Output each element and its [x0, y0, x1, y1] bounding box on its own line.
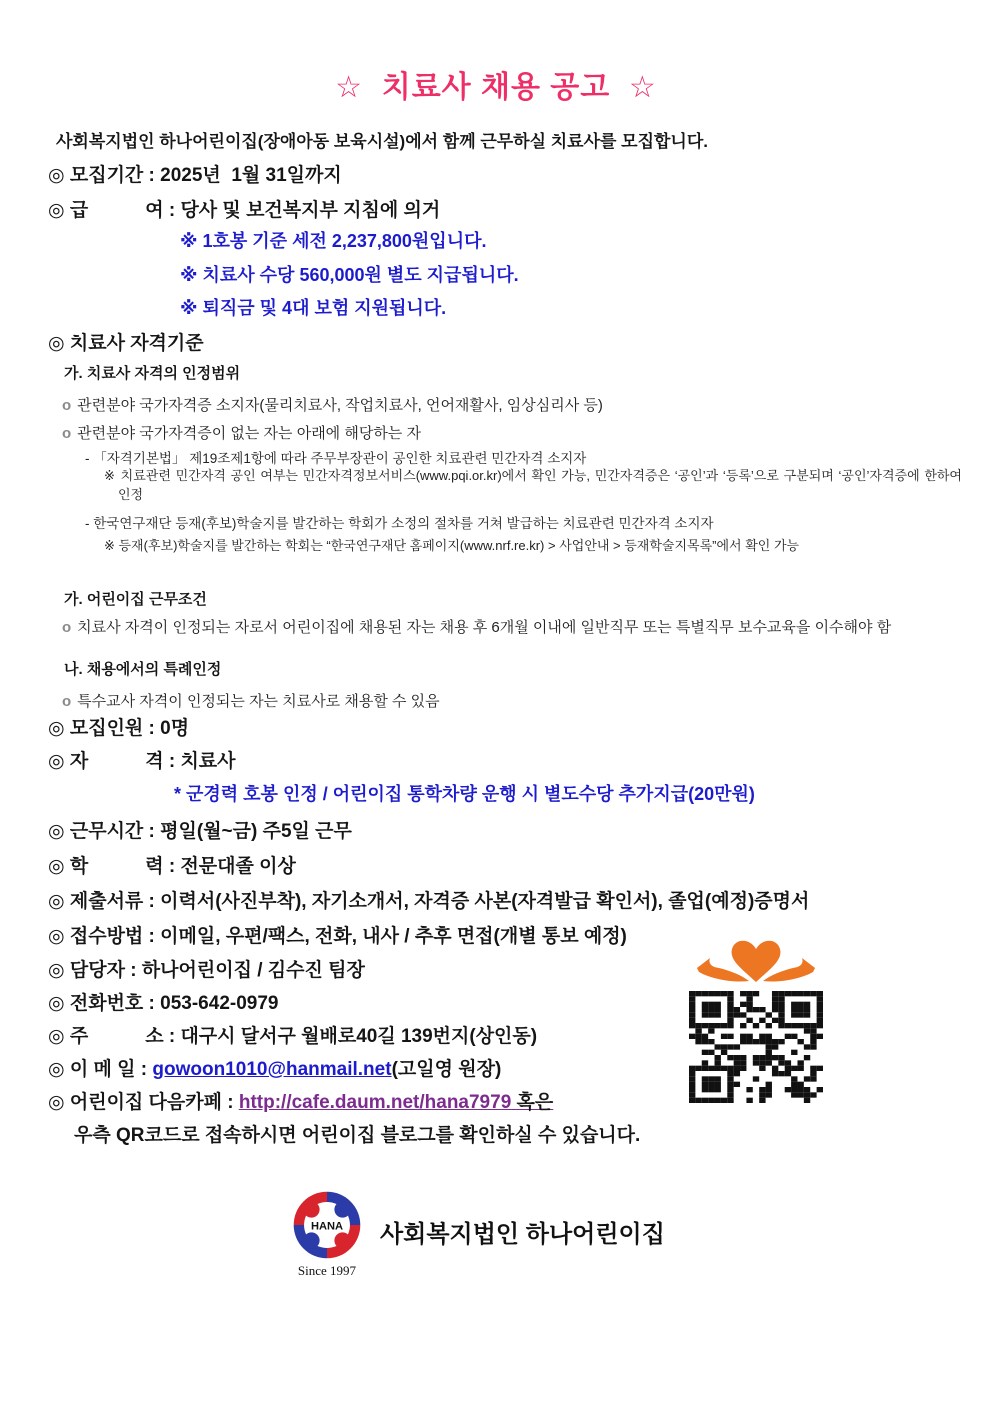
cafe-link[interactable]: http://cafe.daum.net/hana7979	[238, 1092, 512, 1113]
footer-org-name: 사회복지법인 하나어린이집	[380, 1221, 665, 1248]
pay-note-3: ※ 퇴직금 및 4대 보험 지원됩니다.	[180, 298, 447, 318]
email-suffix: (고일영 원장)	[391, 1059, 502, 1080]
bullet-national-cert: o 관련분야 국가자격증 소지자(물리치료사, 작업치료사, 언어재활사, 임상심리사 등)	[62, 397, 603, 414]
field-qualification: ◎ 자 격 : 치료사	[48, 751, 236, 772]
field-recruit-period: ◎ 모집기간 : 2025년 1월 31일까지	[48, 165, 342, 186]
qualification-note: * 군경력 호봉 인정 / 어린이집 통학차량 운행 시 별도수당 추가지급(20만원)	[174, 784, 755, 804]
logo-since-text: Since 1997	[297, 1263, 357, 1278]
field-apply-method: ◎ 접수방법 : 이메일, 우편/팩스, 전화, 내사 / 추후 면접(개별 통보 예정)	[48, 926, 627, 947]
email-link[interactable]: gowoon1010@hanmail.net	[152, 1059, 392, 1080]
cafe-label: ◎ 어린이집 다음카페 :	[48, 1092, 239, 1113]
field-pay: ◎ 급 여 : 당사 및 보건복지부 지침에 의거	[48, 200, 441, 221]
circle-bullet-icon: o	[62, 619, 72, 636]
field-daum-cafe	[48, 1087, 553, 1114]
note-nrf-journal: ※ 등재(후보)학술지를 발간하는 학회는 “한국연구재단 홈페이지(www.nrf.re.kr) > 사업안내 > 등재학술지목록”에서 확인 가능	[104, 538, 800, 553]
note-private-cert: ※ 치료관련 민간자격 공인 여부는 민간자격정보서비스(www.pqi.or.kr)에서 확인 가능, 민간자격증은 ‘공인’과 ‘등록’으로 구분되며 ‘공인’자격증에 한하여 인정	[104, 468, 962, 502]
field-education: ◎ 학 력 : 전문대졸 이상	[48, 856, 296, 877]
dash-item-nrf: - 한국연구재단 등재(후보)학술지를 발간하는 학회가 소정의 절차를 거쳐 발급하는 치료관련 민간자격 소지자	[85, 516, 714, 531]
qr-instruction: 우측 QR코드로 접속하시면 어린이집 블로그를 확인하실 수 있습니다.	[74, 1125, 641, 1146]
hana-logo-icon	[290, 1188, 364, 1262]
subsection-a1: 가. 치료사 자격의 인정범위	[64, 365, 241, 382]
hana-logo	[290, 1188, 364, 1279]
circle-bullet-icon: o	[62, 693, 72, 710]
hana-logo-text: HANA	[310, 1220, 344, 1233]
field-work-hours: ◎ 근무시간 : 평일(월~금) 주5일 근무	[48, 821, 352, 842]
qr-code	[689, 991, 823, 1103]
circle-bullet-icon: o	[62, 397, 72, 414]
dash-item-law: - 「자격기본법」 제19조제1항에 따라 주무부장관이 공인한 치료관련 민간자격 소지자	[85, 451, 587, 466]
field-contact-person: ◎ 담당자 : 하나어린이집 / 김수진 팀장	[48, 960, 365, 981]
pay-note-2: ※ 치료사 수당 560,000원 별도 지급됩니다.	[180, 265, 519, 285]
field-documents: ◎ 제출서류 : 이력서(사진부착), 자기소개서, 자격증 사본(자격발급 확인서), 졸업(예정)증명서	[48, 891, 810, 912]
field-headcount: ◎ 모집인원 : 0명	[48, 718, 190, 739]
email-label: ◎ 이 메 일 :	[48, 1059, 153, 1080]
subsection-a2: 가. 어린이집 근무조건	[64, 591, 207, 608]
cafe-suffix: 혹은	[511, 1092, 554, 1113]
bullet-work-condition: o 치료사 자격이 인정되는 자로서 어린이집에 채용된 자는 채용 후 6개월 이내에 일반직무 또는 특별직무 보수교육을 이수해야 함	[62, 619, 892, 636]
section-qualification-header: ◎ 치료사 자격기준	[48, 333, 204, 354]
circle-bullet-icon: o	[62, 425, 72, 442]
bullet-no-national-cert: o 관련분야 국가자격증이 없는 자는 아래에 해당하는 자	[62, 425, 421, 442]
bullet-special-teacher: o 특수교사 자격이 인정되는 자는 치료사로 채용할 수 있음	[62, 693, 440, 710]
pay-note-1: ※ 1호봉 기준 세전 2,237,800원입니다.	[180, 231, 487, 251]
intro-text: 사회복지법인 하나어린이집(장애아동 보육시설)에서 함께 근무하실 치료사를 모집합니다.	[56, 132, 708, 151]
subsection-b: 나. 채용에서의 특례인정	[64, 661, 222, 678]
page-title: ☆ 치료사 채용 공고 ☆	[335, 71, 657, 104]
footer	[290, 1188, 665, 1279]
field-address: ◎ 주 소 : 대구시 달서구 월배로40길 139번지(상인동)	[48, 1026, 538, 1047]
field-phone: ◎ 전화번호 : 053-642-0979	[48, 993, 279, 1014]
heart-wings-logo-icon	[693, 936, 819, 988]
field-email	[48, 1054, 501, 1081]
